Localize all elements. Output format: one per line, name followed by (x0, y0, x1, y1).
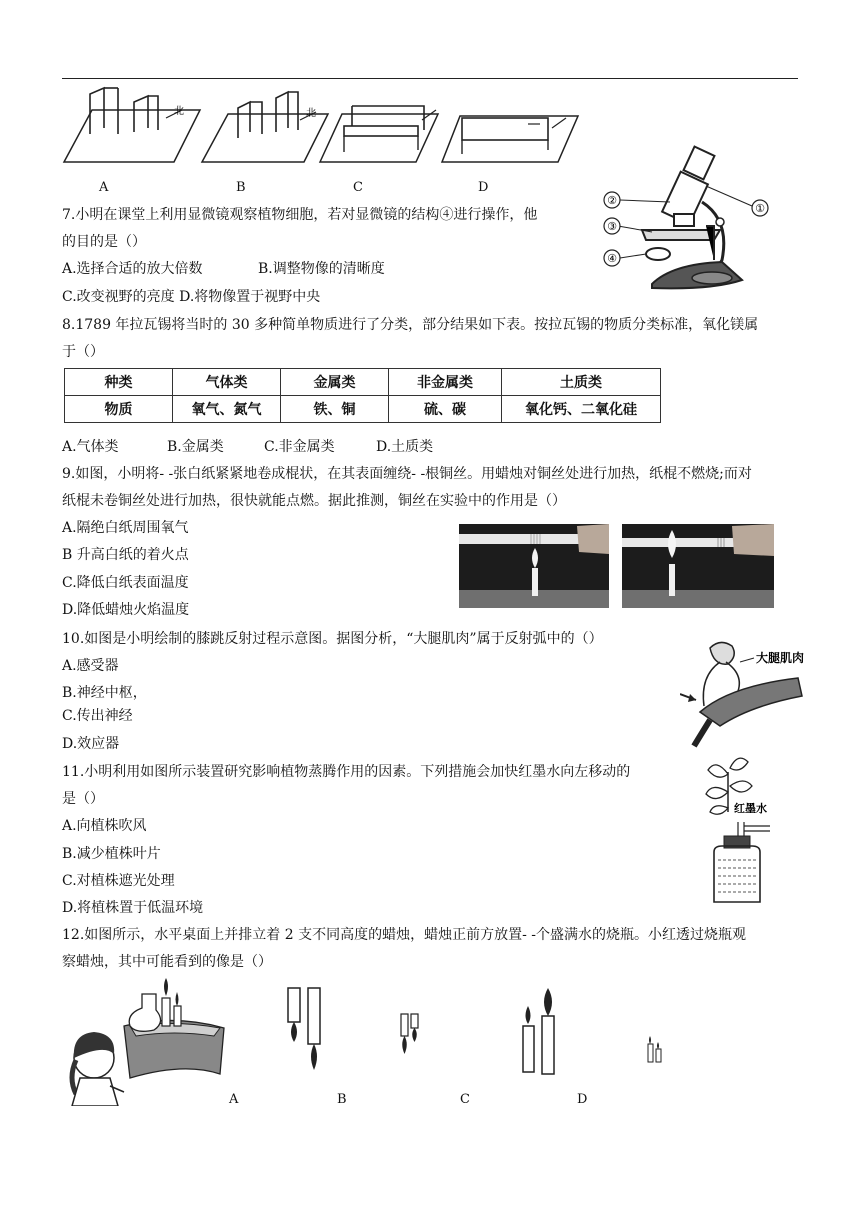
q6-figure-b (200, 88, 330, 166)
q7-line2: 的目的是（） (62, 234, 146, 250)
candle-option-d-image (520, 986, 560, 1076)
table-header-cell: 气体类 (173, 369, 281, 396)
q12-line2: 察蜡烛，其中可能看到的像是（） (62, 954, 272, 970)
microscope-figure (602, 142, 782, 302)
q10-line1: 10.如图是小明绘制的膝跳反射过程示意图。据图分析，“大腿肌肉”属于反射弧中的（） (62, 631, 603, 647)
thigh-muscle-label: 大腿肌肉 (756, 651, 805, 665)
table-cell: 物质 (65, 396, 173, 423)
q10-option-c: C.传出神经 (62, 708, 133, 724)
microscope-marker-3: ③ (607, 220, 617, 233)
table-cell: 氧气、氮气 (173, 396, 281, 423)
q6-label-a: A (99, 180, 109, 195)
transpiration-apparatus-figure (698, 752, 784, 908)
q9-option-a: A.隔绝白纸周围氧气 (62, 520, 189, 536)
q6-label-c: C (353, 180, 363, 195)
q8-line2: 于（） (62, 344, 104, 360)
q6-figure-a (62, 84, 202, 166)
q12-label-b: B (337, 1092, 347, 1107)
q7-option-a: A.选择合适的放大倍数 (62, 261, 203, 277)
table-row (65, 396, 661, 423)
candle-small-image (646, 1030, 664, 1066)
q10-option-a: A.感受器 (62, 658, 119, 674)
q7-line1: 7.小明在课堂上利用显微镜观察植物细胞，若对显微镜的结构④进行操作，他 (62, 207, 538, 223)
header-rule (62, 78, 798, 79)
microscope-marker-4: ④ (607, 252, 617, 265)
q12-line1: 12.如图所示，水平桌面上并排立着 2 支不同高度的蜡烛，蜡烛正前方放置- -个盛满水的烧瓶。小红透过烧瓶观 (62, 927, 746, 943)
q9-option-c: C.降低白纸表面温度 (62, 575, 189, 591)
north-label-b: 北 (306, 108, 316, 119)
q9-option-b: B 升高白纸的着火点 (62, 547, 189, 563)
q11-line1: 11.小明利用如图所示装置研究影响植物蒸腾作用的因素。下列措施会加快红墨水向左移动的 (62, 764, 631, 780)
q11-option-d: D.将植株置于低温环境 (62, 900, 204, 916)
q9-option-d: D.降低蜡烛火焰温度 (62, 602, 190, 618)
q6-figure-d (440, 104, 580, 166)
q11-option-c: C.对植株遮光处理 (62, 873, 175, 889)
microscope-marker-1: ① (755, 202, 765, 215)
q6-figure-c (318, 96, 440, 166)
candle-option-c-image (398, 1012, 422, 1058)
q10-option-d: D.效应器 (62, 736, 120, 752)
table-header-cell: 金属类 (281, 369, 389, 396)
table-cell: 硫、碳 (389, 396, 502, 423)
q11-option-b: B.减少植株叶片 (62, 846, 161, 862)
table-cell: 铁、铜 (281, 396, 389, 423)
q8-option-c: C.非金属类 (264, 439, 335, 455)
q7-option-cd: C.改变视野的亮度 D.将物像置于视野中央 (62, 289, 321, 305)
table-header-row (65, 369, 661, 396)
candle-option-b-image (284, 986, 326, 1072)
q6-label-d: D (478, 180, 489, 195)
red-ink-label: 红墨水 (734, 802, 767, 815)
girl-flask-figure (64, 974, 228, 1106)
microscope-marker-2: ② (607, 194, 617, 207)
q8-option-b: B.金属类 (167, 439, 224, 455)
q12-label-d: D (577, 1092, 588, 1107)
table-header-cell: 非金属类 (389, 369, 502, 396)
north-label-a: 北 (174, 106, 184, 117)
table-header-cell: 种类 (65, 369, 173, 396)
q8-line1: 8.1789 年拉瓦锡将当时的 30 多种简单物质进行了分类，部分结果如下表。按拉瓦锡的物质分类标准，氧化镁属 (62, 317, 759, 333)
q11-option-a: A.向植株吹风 (62, 818, 147, 834)
q8-option-d: D.土质类 (376, 439, 434, 455)
q8-option-a: A.气体类 (62, 439, 119, 455)
knee-reflex-figure (680, 636, 820, 748)
q7-option-b: B.调整物像的清晰度 (258, 261, 385, 277)
table-header-cell: 土质类 (502, 369, 661, 396)
table-cell: 氧化钙、二氧化硅 (502, 396, 661, 423)
q12-label-a: A (229, 1092, 239, 1107)
q6-label-b: B (236, 180, 246, 195)
paper-roll-photo-2 (622, 524, 774, 608)
q9-line1: 9.如图，小明将- -张白纸紧紧地卷成棍状，在其表面缠绕- -根铜丝。用蜡烛对铜丝处进行加热，纸棍不燃烧;而对 (62, 466, 752, 482)
q12-label-c: C (460, 1092, 470, 1107)
q9-line2: 纸棍未卷铜丝处进行加热，很快就能点燃。据此推测，铜丝在实验中的作用是（） (62, 493, 566, 509)
q10-option-b: B.神经中枢， (62, 685, 147, 701)
paper-roll-photo-1 (459, 524, 609, 608)
q11-line2: 是（） (62, 791, 104, 807)
classification-table (64, 368, 661, 423)
